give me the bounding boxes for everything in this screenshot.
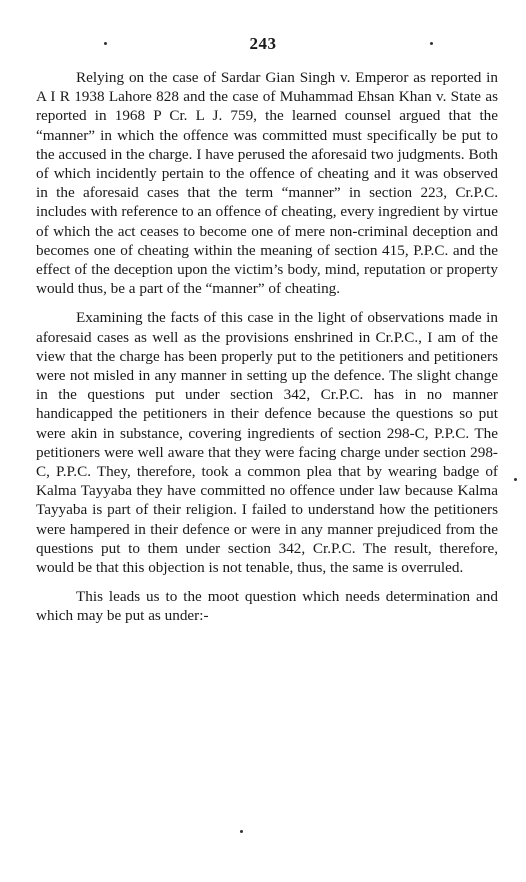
- scan-speck: [430, 42, 433, 45]
- paragraph-1: Relying on the case of Sardar Gian Singh v. Emperor as reported in A I R 1938 Lahore 828 and the case of Muhammad Ehsan Khan v. State as reported in 1968 P Cr. L J. 759, the learned counsel argued that the “manner” in which the offence was committed must specifically be put to the accused in the charge. I have perused the aforesaid two judgments. Both of which incidently pertain to the offence of cheating and it was observed in the aforesaid cases that the term “manner” in section 223, Cr.P.C. includes with reference to an offence of cheating, every ingredient by virtue of which the act ceases to become one of mere non-criminal deception and becomes one of cheating within the meaning of section 415, P.P.C. and the effect of the deception upon the victim’s body, mind, reputation or property would thus, be a part of the “manner” of cheating.: [36, 69, 498, 298]
- scan-speck: [104, 42, 107, 45]
- scan-speck: [240, 830, 243, 833]
- page-body: [36, 68, 498, 626]
- paragraph-2: Examining the facts of this case in the light of observations made in aforesaid cases as well as the provisions enshrined in Cr.P.C., I am of the view that the charge has been properly put to the petitioners and petitioners were not misled in any manner in setting up the defence. The slight change in the questions put under section 342, Cr.P.C. has in no manner handicapped the petitioners in their defence because the questions so put were akin in substance, covering ingredients of section 298-C, P.P.C. The petitioners were well aware that they were facing charge under section 298-C, P.P.C. They, therefore, took a common plea that by wearing badge of Kalma Tayyaba they have committed no offence under law because Kalma Tayyaba is part of their religion. I failed to understand how the petitioners were hampered in their defence or were in any manner prejudiced from the questions put to them under section 342, Cr.P.C. The result, therefore, would be that this objection is not tenable, thus, the same is overruled.: [36, 309, 498, 577]
- scan-speck: [514, 478, 517, 481]
- paragraph-3: This leads us to the moot question which needs determination and which may be put as under:-: [36, 588, 498, 625]
- page-number: 243: [249, 34, 277, 53]
